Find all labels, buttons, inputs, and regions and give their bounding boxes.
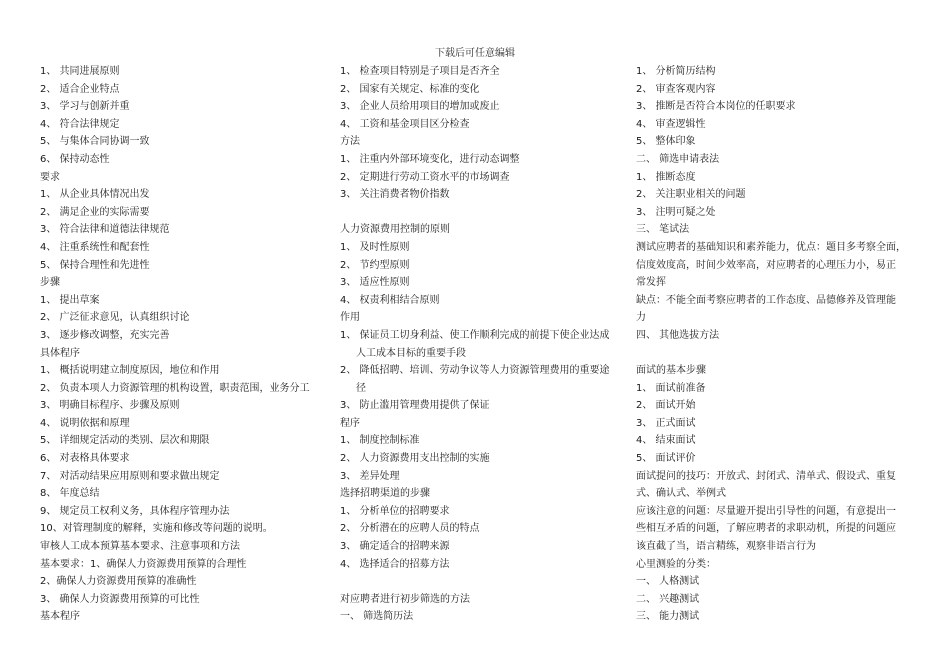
text-line: 1、 从企业具体情况出发 bbox=[40, 189, 150, 201]
text-line: 要求 bbox=[40, 171, 60, 183]
text-line: 4、 工资和基金项目区分检查 bbox=[340, 118, 470, 130]
text-line: 4、 选择适合的招募方法 bbox=[340, 558, 450, 570]
text-line: 一、 筛选简历法 bbox=[340, 611, 414, 623]
text-line: 2、 面试开始 bbox=[636, 400, 696, 412]
middle-column bbox=[340, 63, 618, 626]
text-line: 1、 分析单位的招聘要求 bbox=[340, 505, 450, 517]
text-line: 1、 及时性原则 bbox=[340, 241, 410, 253]
text-line: 1、 制度控制标准 bbox=[340, 435, 420, 447]
text-line: 三、 能力测试 bbox=[636, 611, 700, 623]
text-line: 5、 整体印象 bbox=[636, 136, 696, 148]
blank-line bbox=[340, 204, 618, 222]
text-line: 1、 注重内外部环境变化，进行动态调整 bbox=[340, 153, 520, 165]
text-line: 3、 差异处理 bbox=[340, 470, 400, 482]
text-line: 测试应聘者的基础知识和素养能力，优点：题目多考察全面， bbox=[636, 241, 906, 253]
text-line: 2、 分析潜在的应聘人员的特点 bbox=[340, 523, 480, 535]
text-line: 2、 负责本项人力资源管理的机构设置，职责范围，业务分工 bbox=[40, 382, 310, 394]
right-column bbox=[636, 63, 920, 626]
text-line: 人工成本目标的重要手段 bbox=[356, 347, 466, 359]
text-line: 二、 兴趣测试 bbox=[636, 593, 700, 605]
text-line: 8、 年度总结 bbox=[40, 488, 100, 500]
text-line: 2、 定期进行劳动工资水平的市场调查 bbox=[340, 171, 510, 183]
blank-line bbox=[636, 345, 920, 363]
text-line: 3、 企业人员给用项目的增加或废止 bbox=[340, 101, 500, 113]
text-line: 程序 bbox=[340, 417, 360, 429]
text-line: 3、 适应性原则 bbox=[340, 277, 410, 289]
text-line: 4、 结束面试 bbox=[636, 435, 696, 447]
text-line: 3、 推断是否符合本岗位的任职要求 bbox=[636, 101, 796, 113]
text-line: 作用 bbox=[340, 312, 360, 324]
text-line: 二、 筛选申请表法 bbox=[636, 153, 720, 165]
text-line: 1、 概括说明建立制度原因，地位和作用 bbox=[40, 365, 220, 377]
text-line: 1、 共同进展原则 bbox=[40, 66, 120, 77]
text-line: 6、 保持动态性 bbox=[40, 153, 110, 165]
text-line: 基本要求：1、确保人力资源费用预算的合理性 bbox=[40, 558, 247, 570]
text-line: 2、 审查客观内容 bbox=[636, 83, 716, 95]
text-line: 力 bbox=[636, 312, 646, 324]
text-line: 步骤 bbox=[40, 277, 60, 289]
text-line: 6、 对表格具体要求 bbox=[40, 453, 130, 465]
text-line: 1、 保证员工切身利益、使工作顺利完成的前提下使企业达成 bbox=[340, 329, 610, 341]
text-line: 径 bbox=[356, 382, 366, 394]
text-line: 1、 提出草案 bbox=[40, 294, 100, 306]
text-line: 2、 满足企业的实际需要 bbox=[40, 206, 150, 218]
text-line: 5、 详细规定活动的类别、层次和期限 bbox=[40, 435, 210, 447]
text-line: 心里测验的分类： bbox=[636, 558, 716, 570]
text-line: 2、 人力资源费用支出控制的实施 bbox=[340, 453, 490, 465]
text-line: 一、 人格测试 bbox=[636, 576, 700, 588]
text-line: 1、 分析简历结构 bbox=[636, 66, 716, 77]
left-column bbox=[40, 63, 322, 626]
text-line: 方法 bbox=[340, 136, 360, 148]
text-line: 4、 说明依据和原理 bbox=[40, 417, 130, 429]
text-line: 该直截了当，语言精练，观察非语言行为 bbox=[636, 541, 816, 553]
text-line: 审核人工成本预算基本要求、注意事项和方法 bbox=[40, 541, 240, 553]
text-line: 信度效度高，时间少效率高，对应聘者的心理压力小，易正 bbox=[636, 259, 896, 271]
text-line: 3、 关注消费者物价指数 bbox=[340, 189, 450, 201]
blank-line bbox=[340, 573, 618, 591]
text-line: 常发挥 bbox=[636, 277, 666, 289]
text-line: 式、确认式、举例式 bbox=[636, 488, 726, 500]
text-line: 2、确保人力资源费用预算的准确性 bbox=[40, 576, 197, 588]
text-line: 2、 节约型原则 bbox=[340, 259, 410, 271]
text-line: 具体程序 bbox=[40, 347, 80, 359]
text-line: 缺点：不能全面考察应聘者的工作态度、品德修养及管理能 bbox=[636, 294, 896, 306]
text-line: 2、 降低招聘、培训、劳动争议等人力资源管理费用的重要途 bbox=[340, 365, 610, 377]
text-line: 1、 检查项目特别是子项目是否齐全 bbox=[340, 66, 500, 77]
text-line: 3、 正式面试 bbox=[636, 417, 696, 429]
text-line: 2、 适合企业特点 bbox=[40, 83, 120, 95]
text-line: 选择招聘渠道的步骤 bbox=[340, 488, 430, 500]
text-line: 2、 广泛征求意见，认真组织讨论 bbox=[40, 312, 190, 324]
text-line: 5、 面试评价 bbox=[636, 453, 696, 465]
text-line: 4、 权责利相结合原则 bbox=[340, 294, 440, 306]
text-line: 2、 关注职业相关的问题 bbox=[636, 189, 746, 201]
text-line: 7、 对活动结果应用原则和要求做出规定 bbox=[40, 470, 220, 482]
text-line: 3、 确保人力资源费用预算的可比性 bbox=[40, 593, 200, 605]
text-line: 5、 保持合理性和先进性 bbox=[40, 259, 150, 271]
text-line: 四、 其他选拔方法 bbox=[636, 329, 720, 341]
text-line: 5、 与集体合同协调一致 bbox=[40, 136, 150, 148]
text-line: 4、 注重系统性和配套性 bbox=[40, 241, 150, 253]
text-line: 3、 防止滥用管理费用提供了保证 bbox=[340, 400, 490, 412]
text-line: 3、 学习与创新并重 bbox=[40, 101, 130, 113]
text-line: 9、 规定员工权利义务，具体程序管理办法 bbox=[40, 505, 230, 517]
text-line: 3、 注明可疑之处 bbox=[636, 206, 716, 218]
text-line: 3、 确定适合的招聘来源 bbox=[340, 541, 450, 553]
text-line: 4、 符合法律规定 bbox=[40, 118, 120, 130]
text-line: 4、 审查逻辑性 bbox=[636, 118, 706, 130]
text-line: 基本程序 bbox=[40, 611, 80, 623]
text-line: 面试提问的技巧：开放式、封闭式、清单式、假设式、重复 bbox=[636, 470, 896, 482]
text-line: 些相互矛盾的问题，了解应聘者的求职动机，所提的问题应 bbox=[636, 523, 896, 535]
text-line: 三、 笔试法 bbox=[636, 224, 690, 236]
text-line: 2、 国家有关规定、标准的变化 bbox=[340, 83, 480, 95]
page-header: 下载后可任意编辑 bbox=[435, 48, 515, 59]
text-line: 人力资源费用控制的原则 bbox=[340, 224, 450, 236]
text-line: 1、 推断态度 bbox=[636, 171, 696, 183]
text-line: 3、 明确目标程序、步骤及原则 bbox=[40, 400, 180, 412]
text-line: 应该注意的问题：尽量避开提出引导性的问题，有意提出一 bbox=[636, 505, 896, 517]
text-line: 对应聘者进行初步筛选的方法 bbox=[340, 593, 470, 605]
text-line: 10、对管理制度的解释，实施和修改等问题的说明。 bbox=[40, 523, 273, 535]
text-line: 3、 符合法律和道德法律规范 bbox=[40, 224, 170, 236]
text-line: 面试的基本步骤 bbox=[636, 365, 706, 377]
text-line: 3、 逐步修改调整，充实完善 bbox=[40, 329, 170, 341]
text-line: 1、 面试前准备 bbox=[636, 382, 706, 394]
